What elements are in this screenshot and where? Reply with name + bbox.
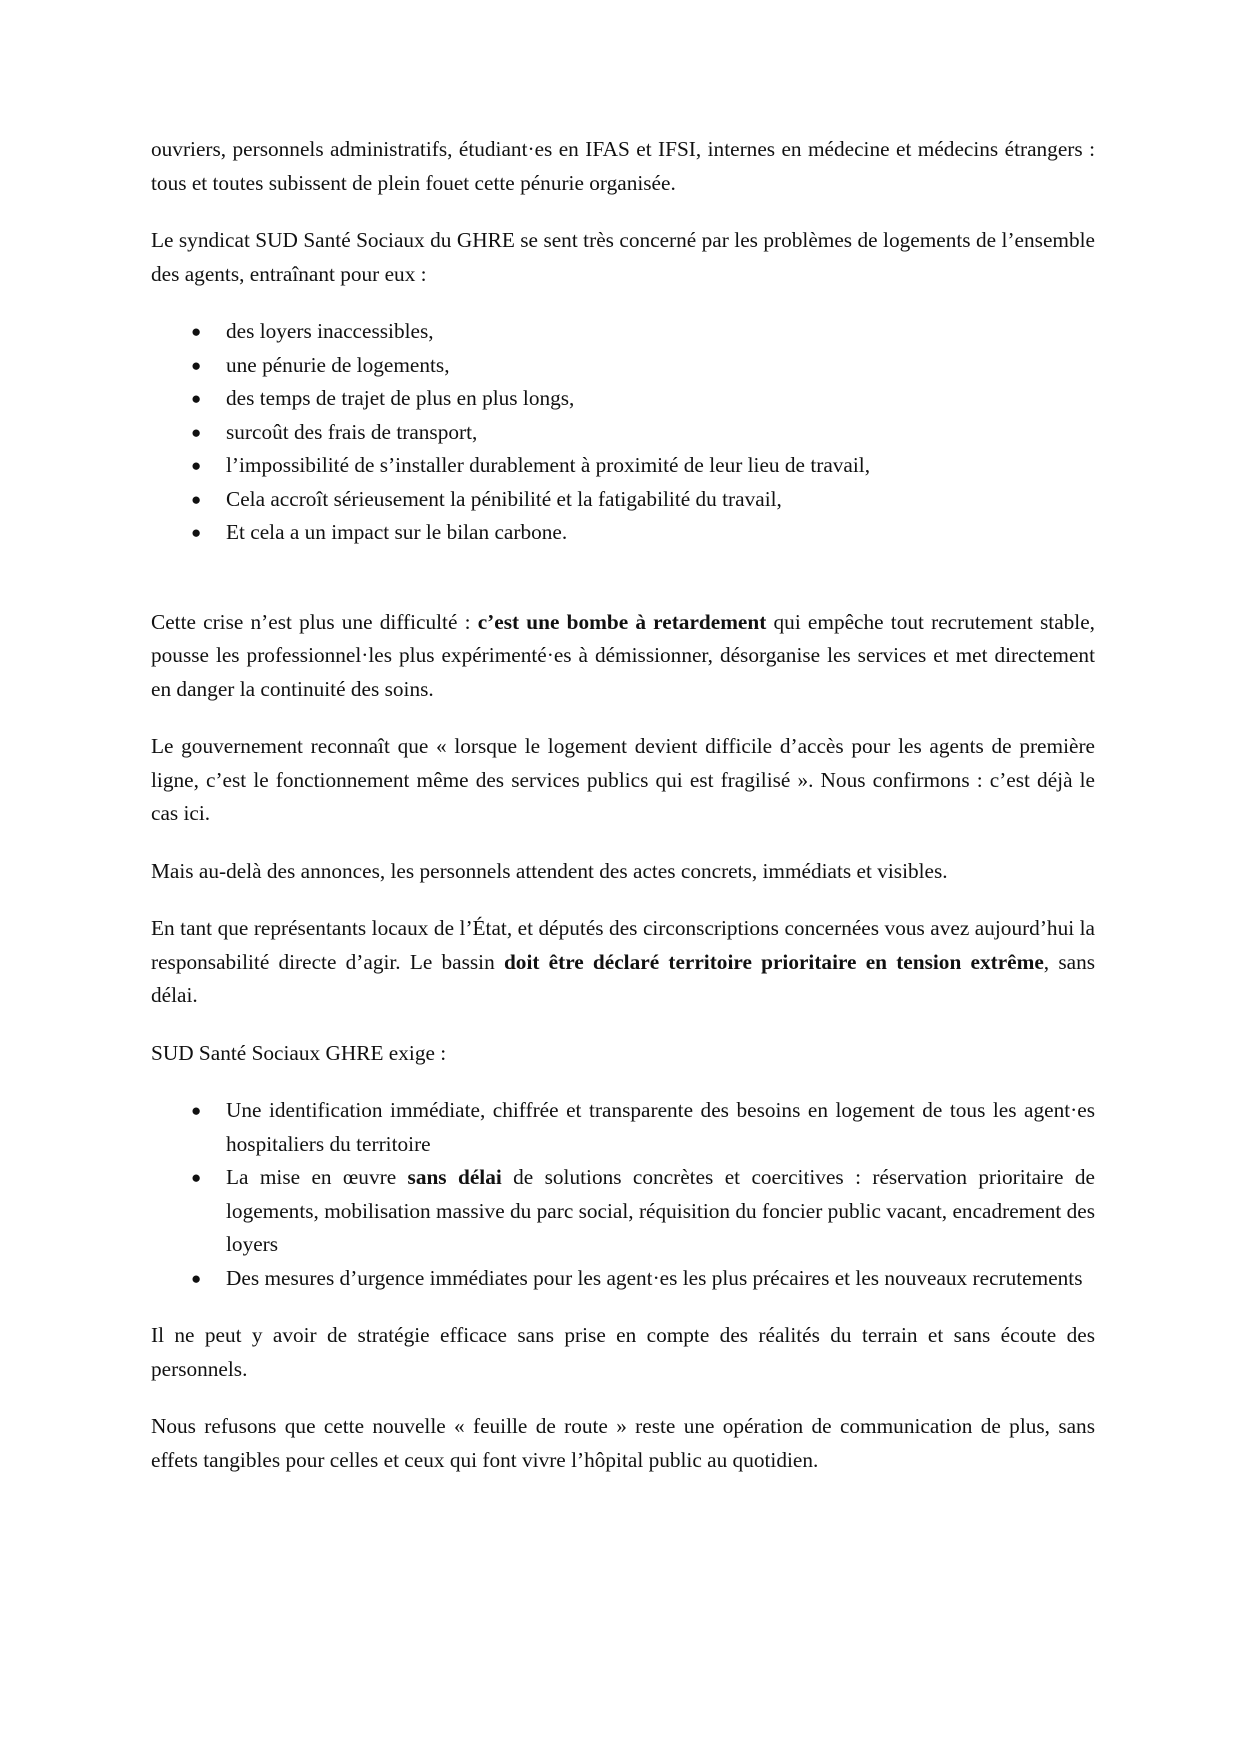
bullet-icon: ● bbox=[191, 389, 202, 408]
paragraph-crisis: Cette crise n’est plus une difficulté : c’est une bombe à retardement qui empêche tout recrutement stable, pousse les professionnel·les plus expérimenté·es à démissionner, désorganise les services et met directement en danger la continuité des soins. bbox=[151, 609, 1095, 701]
paragraph-expectations: Mais au-delà des annonces, les personnels attendent des actes concrets, immédiats et visibles. bbox=[151, 858, 948, 883]
list-item: ● Des mesures d’urgence immédiates pour les agent·es les plus précaires et les nouveaux recrutements bbox=[151, 1262, 1095, 1296]
list-item: ● une pénurie de logements, bbox=[151, 349, 1095, 383]
list-item: ● des temps de trajet de plus en plus longs, bbox=[151, 382, 1095, 416]
paragraph-strategy: Il ne peut y avoir de stratégie efficace sans prise en compte des réalités du terrain et sans écoute des personnels. bbox=[151, 1323, 1095, 1381]
list-item: ● La mise en œuvre sans délai de solutions concrètes et coercitives : réservation prioritaire de logements, mobilisation massive du parc social, réquisition du foncier public vacant, encadrement des loyers bbox=[151, 1161, 1095, 1262]
paragraph-roadmap: Nous refusons que cette nouvelle « feuille de route » reste une opération de communication de plus, sans effets tangibles pour celles et ceux qui font vivre l’hôpital public au quotidien. bbox=[151, 1414, 1095, 1472]
paragraph-government-quote: Le gouvernement reconnaît que « lorsque le logement devient difficile d’accès pour les agents de première ligne, c’est le fonctionnement même des services publics qui est fragilisé ». Nous confirmons : c’est déjà le cas ici. bbox=[151, 734, 1095, 825]
emphasis-priority-territory: doit être déclaré territoire prioritaire en tension extrême bbox=[503, 949, 1044, 974]
list-item: ● Et cela a un impact sur le bilan carbone. bbox=[151, 516, 1095, 550]
list-item: ● des loyers inaccessibles, bbox=[151, 315, 1095, 349]
demands-list bbox=[151, 1094, 1095, 1295]
emphasis-without-delay: sans délai bbox=[407, 1165, 502, 1189]
bullet-icon: ● bbox=[191, 1268, 202, 1288]
paragraph-responsibility: En tant que représentants locaux de l’État, et députés des circonscriptions concernées vous avez aujourd’hui la responsabilité directe d’agir. Le bassin doit être déclaré territoire prioritaire en tension extrême, sans délai. bbox=[151, 916, 1096, 1007]
bullet-icon: ● bbox=[191, 1101, 202, 1120]
bullet-icon: ● bbox=[191, 523, 202, 542]
paragraph-demands-intro: SUD Santé Sociaux GHRE exige : bbox=[151, 1040, 447, 1065]
bullet-icon: ● bbox=[191, 322, 202, 341]
document-page bbox=[151, 133, 1095, 1477]
consequences-list bbox=[151, 315, 1095, 550]
list-item: ● surcoût des frais de transport, bbox=[151, 416, 1095, 450]
bullet-icon: ● bbox=[191, 422, 202, 442]
bullet-icon: ● bbox=[191, 456, 202, 475]
list-item: ● Cela accroît sérieusement la pénibilité et la fatigabilité du travail, bbox=[151, 483, 1095, 517]
paragraph-affected-staff: ouvriers, personnels administratifs, étudiant·es en IFAS et IFSI, internes en médecine et médecins étrangers : tous et toutes subissent de plein fouet cette pénurie organisée. bbox=[151, 137, 1095, 195]
list-item: ● Une identification immédiate, chiffrée et transparente des besoins en logement de tous les agent·es hospitaliers du territoire bbox=[151, 1094, 1095, 1161]
bullet-icon: ● bbox=[191, 355, 202, 375]
bullet-icon: ● bbox=[191, 1168, 202, 1187]
paragraph-union-concern: Le syndicat SUD Santé Sociaux du GHRE se sent très concerné par les problèmes de logements de l’ensemble des agents, entraînant pour eux : bbox=[151, 228, 1095, 286]
bullet-icon: ● bbox=[191, 489, 202, 509]
emphasis-time-bomb: c’est une bombe à retardement bbox=[477, 609, 767, 634]
list-item: ● l’impossibilité de s’installer durablement à proximité de leur lieu de travail, bbox=[151, 449, 1095, 483]
